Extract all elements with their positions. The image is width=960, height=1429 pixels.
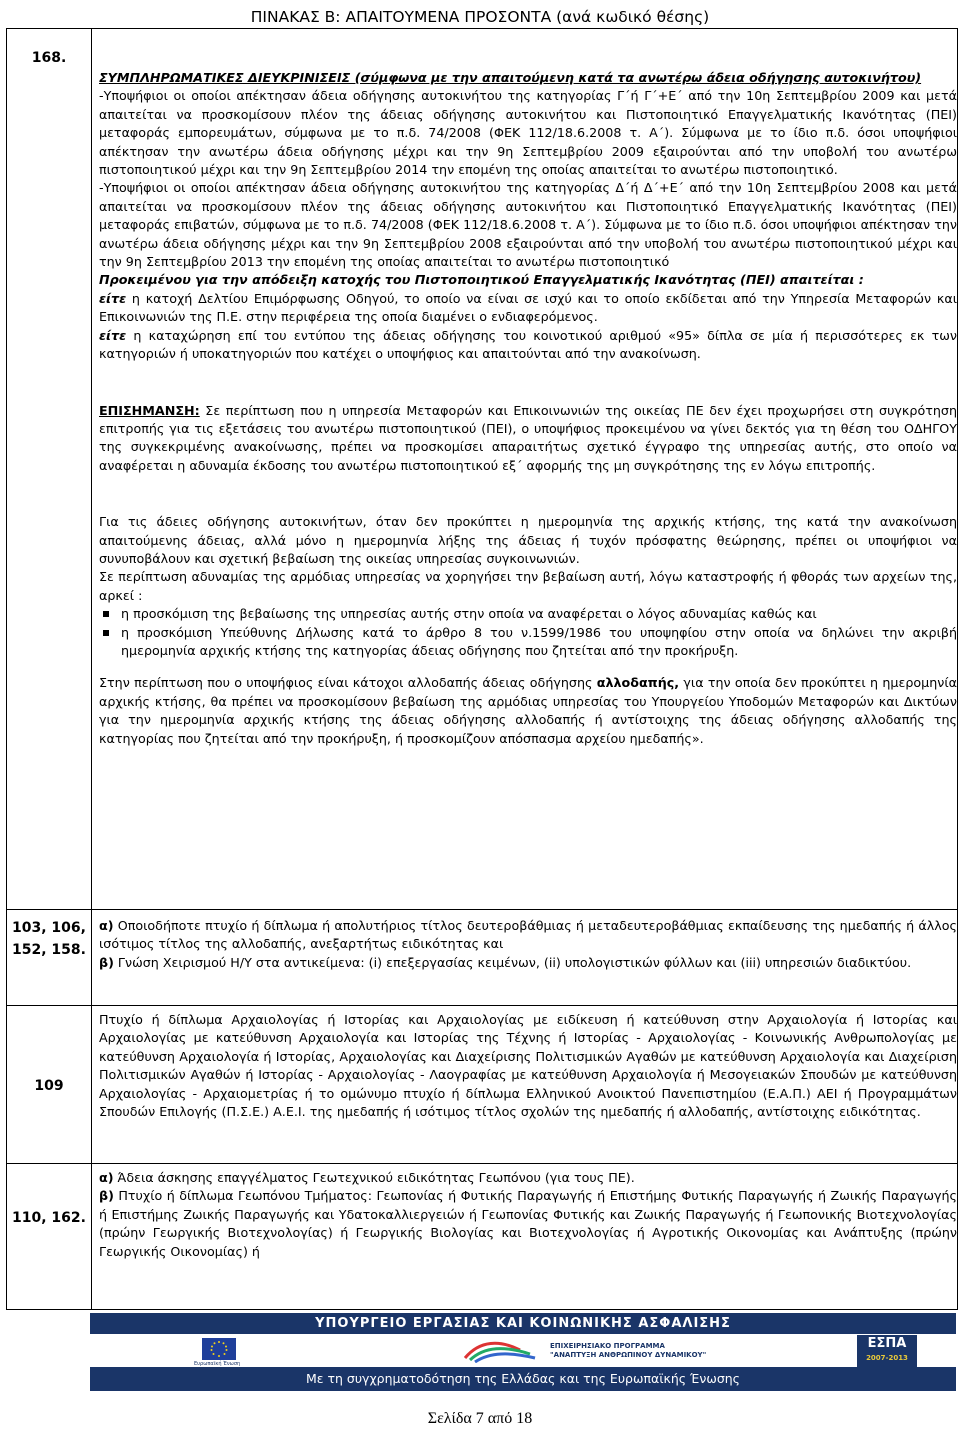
column-divider (91, 29, 92, 1309)
funding-banner (90, 1313, 956, 1391)
note-paragraph: ΕΠΙΣΗΜΑΝΣΗ: Σε περίπτωση που η υπηρεσία Μεταφορών και Επικοινωνιών της οικείας ΠΕ δεν έχει προχωρήσει στη συγκρότηση επιτροπής για τις εξετάσεις του ανωτέρω πιστοποιητικού (ΠΕΙ), ο υποψήφιος προκειμένου να γίνει δεκτός για τη θέση του ΟΔΗΓΟΥ της συγκεκριμένης ανακοίνωσης, πρέπει να προσκομίσει απαραιτήτως σχετικό έγγραφο της υπηρεσίας αυτής, στο οποίο να αναφέρεται η αδυναμία έκδοσης του ανωτέρω πιστοποιητικού εξ΄ αφορμής της μη συγκρότησης της εν λόγω επιτροπής. (99, 402, 957, 473)
ministry-strip: ΥΠΟΥΡΓΕΙΟ ΕΡΓΑΣΙΑΣ ΚΑΙ ΚΟΙΝΩΝΙΚΗΣ ΑΣΦΑΛΙΣΗΣ (90, 1313, 956, 1334)
logos-strip (90, 1334, 956, 1367)
row-168-content (99, 69, 957, 748)
bullet-list (99, 605, 957, 660)
foreign-licence-paragraph: Στην περίπτωση που ο υποψήφιος είναι κάτοχοι αλλοδαπής άδειας οδήγησης αλλοδαπής, για την οποία δεν προκύπτει η ημερομηνία αρχικής κτήσης, θα πρέπει να προσκομίσουν βεβαίωση της αρμόδιας υπηρεσίας του Υπουργείου Υποδομών Μεταφορών και Δικτύων για την ημερομηνία αρχικής κτήσης της άδειας οδήγησης αλλοδαπής ή αντίστοιχης της άδειας οδήγησης αλλοδαπής της κατηγορίας που ζητείται από την προκήρυξη, ή προσκομίζουν απόσπασμα αρχείου ημεδαπής». (99, 675, 958, 746)
table-title: ΠΙΝΑΚΑΣ Β: ΑΠΑΙΤΟΥΜΕΝΑ ΠΡΟΣΟΝΤΑ (ανά κωδικό θέσης) (250, 8, 710, 26)
row-divider (7, 909, 957, 910)
option-either-1: είτε η κατοχή Δελτίου Επιμόρφωσης Οδηγού, το οποίο να είναι σε ισχύ και το οποίο εκδίδεται από την Υπηρεσία Μεταφορών και Επικοινωνιών της Π.Ε. στην περιφέρεια της οποία διαμένει ο ενδιαφερόμενος. (99, 290, 957, 325)
list-item: η προσκόμιση Υπεύθυνης Δήλωσης κατά το άρθρο 8 του ν.1599/1986 του υποψηφίου στην οποία να δηλώνει την ακριβή ημερομηνία αρχικής κτήσης της κατηγορίας άδειας οδήγησης που ζητείται από την προκήρυξη. (121, 624, 957, 661)
licence-date-paragraph: Για τις άδειες οδήγησης αυτοκινήτων, όταν δεν προκύπτει η ημερομηνία της αρχικής κτήσης, της κατά την ανακοίνωση απαιτούμενης άδειας, αλλά μόνο η ημερομηνία λήξης της άδειας ή τυχόν πρόσφατης θεώρησης, πρέπει οι υποψήφιοι να συνυποβάλουν και σχετική βεβαίωση της οικείας υπηρεσίας συγκοινωνιών. (99, 514, 957, 566)
requirements-table (6, 28, 958, 1310)
row-110-content: α) Άδεια άσκησης επαγγέλματος Γεωτεχνικού ειδικότητας Γεωπόνου (για τους ΠΕ). β) Πτυχίο ή δίπλωμα Γεωπόνου Τμήματος: Γεωπονίας ή Φυτικής Παραγωγής ή Επιστήμης Φυτικής Παραγωγής ή Ζωικής Παραγωγής ή Επιστήμης Ζωικής Παραγωγής και Υδατοκαλλιεργειών ή Γεωπονίας Φυτικής και Ζωικής Παραγωγής ή Γεωπονικής Βιοτεχνολογίας (πρώην Γεωργικής Βιοτεχνολογίας) ή Γεωργικής Βιολογίας και Βιοτεχνολογίας ή Αγροτικής Οικονομίας και Ανάπτυξης (πρώην Γεωργικής Οικονομίας) ή (99, 1170, 957, 1259)
pei-proof-heading: Προκειμένου για την απόδειξη κατοχής του Πιστοποιητικού Επαγγελματικής Ικανότητας (ΠΕΙ) απαιτείται : (99, 272, 864, 288)
eu-flag-icon (202, 1338, 236, 1360)
espa-logo: ΕΣΠΑ 2007-2013 (857, 1335, 917, 1367)
row-109-content: Πτυχίο ή δίπλωμα Αρχαιολογίας ή Ιστορίας και Αρχαιολογίας με ειδίκευση ή κατεύθυνση στην Αρχαιολογία ή Ιστορίας και Αρχαιολογίας με κατεύθυνση Αρχαιολογία και Ιστορίας της Τέχνης ή Ιστορίας - Αρχαιολογίας - Κοινωνικής Ανθρωπολογίας με κατεύθυνση Αρχαιολογία ή Ιστορίας, Αρχαιολογίας και Διαχείρισης Πολιτισμικών Αγαθών με κατεύθυνση Αρχαιολογία και Διαχείριση Πολιτισμικών Αγαθών ή Ιστορίας - Αρχαιολογίας - Λαογραφίας με κατεύθυνση Αρχαιολογία ή Μεσογειακών Σπουδών με κατεύθυνση Αρχαιολογίας - Αρχαιομετρίας ή το ομώνυμο πτυχίο ή δίπλωμα Ελληνικού Ανοικτού Πανεπιστημίου (Ε.Α.Π.) ΑΕΙ ή Προγραμμάτων Σπουδών Επιλογής (Π.Σ.Ε.) Α.Ε.Ι. της ημεδαπής ή ισότιμος τίτλος σχολών της ημεδαπής ή αλλοδαπής, αντίστοιχης ειδικότητας. (99, 1012, 957, 1120)
code-cell-168: 168. (31, 50, 67, 66)
code-cell-110: 110, 162. (12, 1210, 86, 1226)
either-label: είτε (99, 290, 127, 306)
row-divider (7, 1005, 957, 1006)
page-number: Σελίδα 7 από 18 (427, 1410, 533, 1427)
code-cell-109: 109 (34, 1078, 64, 1094)
paragraph-cat-c: -Υποψήφιοι οι οποίοι απέκτησαν άδεια οδήγησης αυτοκινήτου της κατηγορίας Γ΄ή Γ΄+Ε΄ από την 10η Σεπτεμβρίου 2009 και μετά απαιτείται να προσκομίσουν πλέον της άδειας οδήγησης αυτοκινήτου και Πιστοποιητικό Επαγγελματικής Ικανότητας (ΠΕΙ) μεταφοράς εμπορευμάτων, σύμφωνα με το π.δ. 74/2008 (ΦΕΚ 112/18.6.2008 τ. Α΄). Σύμφωνα με το ίδιο π.δ. όσοι υποψήφιοι απέκτησαν την ανωτέρω άδεια οδήγησης μέχρι και την 9η Σεπτεμβρίου 2009 εξαιρούνται από την υποβολή του ανωτέρω πιστοποιητικού μέχρι και την 9η Σεπτεμβρίου 2014 την επομένη της οποίας απαιτείται το ανωτέρω πιστοποιητικό. (99, 88, 957, 178)
row-divider (7, 1163, 957, 1164)
paragraph-cat-d: -Υποψήφιοι οι οποίοι απέκτησαν άδεια οδήγησης αυτοκινήτου της κατηγορίας Δ΄ή Δ΄+Ε΄ από την 10η Σεπτεμβρίου 2008 και μετά απαιτείται να προσκομίσουν πλέον της άδειας οδήγησης αυτοκινήτου και Πιστοποιητικό Επαγγελματικής Ικανότητας (ΠΕΙ) μεταφοράς επιβατών, σύμφωνα με το π.δ. 74/2008 (ΦΕΚ 112/18.6.2008 τ. Α΄). Σύμφωνα με το ίδιο π.δ. όσοι υποψήφιοι απέκτησαν την ανωτέρω άδεια οδήγησης μέχρι και την 9η Σεπτεμβρίου 2008 εξαιρούνται από την υποβολή του ανωτέρω πιστοποιητικού μέχρι και την 9η Σεπτεμβρίου 2013 την επομένη της οποίας απαιτείται το ανωτέρω πιστοποιητικό (99, 180, 957, 270)
list-item: η προσκόμιση της βεβαίωσης της υπηρεσίας αυτής στην οποία να αναφέρεται ο λόγος αδυναμίας καθώς και (121, 605, 957, 623)
note-label: ΕΠΙΣΗΜΑΝΣΗ: (99, 402, 200, 418)
row-103-content: α) Οποιοδήποτε πτυχίο ή δίπλωμα ή απολυτήριος τίτλος δευτεροβάθμιας ή μεταδευτεροβάθμιας εκπαίδευσης της ημεδαπής ή άλλος ισότιμος τίτλος της αλλοδαπής, ανεξαρτήτως ειδικότητας και β) Γνώση Χειρισμού Η/Υ στα αντικείμενα: (i) επεξεργασίας κειμένων, (ii) υπολογιστικών φύλλων και (iii) υπηρεσιών διαδικτύου. (99, 918, 957, 970)
either-label: είτε (99, 327, 127, 343)
supplementary-heading: ΣΥΜΠΛΗΡΩΜΑΤΙΚΕΣ ΔΙΕΥΚΡΙΝΙΣΕΙΣ (σύμφωνα με την απαιτούμενη κατά τα ανωτέρω άδεια οδήγησης αυτοκινήτου) (99, 70, 922, 85)
eu-caption: Ευρωπαϊκή Ένωση (194, 1361, 241, 1367)
program-logo-icon (460, 1338, 540, 1363)
program-title: ΕΠΙΧΕΙΡΗΣΙΑΚΟ ΠΡΟΓΡΑΜΜΑ "ΑΝΑΠΤΥΞΗ ΑΝΘΡΩΠΙΝΟΥ ΔΥΝΑΜΙΚΟΥ" (550, 1342, 707, 1359)
inability-paragraph: Σε περίπτωση αδυναμίας της αρμόδιας υπηρεσίας να χορηγήσει την βεβαίωση αυτή, λόγω καταστροφής ή φθοράς των αρχείων της, αρκεί : (99, 569, 957, 603)
option-either-2: είτε η καταχώρηση επί του εντύπου της άδειας οδήγησης του κοινοτικού αριθμού «95» δίπλα σε μία ή περισσότερες εκ των κατηγοριών ή υποκατηγοριών που κατέχει ο υποψήφιος και απαιτούνται από την ανακοίνωση. (99, 327, 957, 362)
code-cell-103: 103, 106, 152, 158. (12, 920, 86, 958)
cofunding-strip: Με τη συγχρηματοδότηση της Ελλάδας και της Ευρωπαϊκής Ένωσης (90, 1367, 956, 1391)
